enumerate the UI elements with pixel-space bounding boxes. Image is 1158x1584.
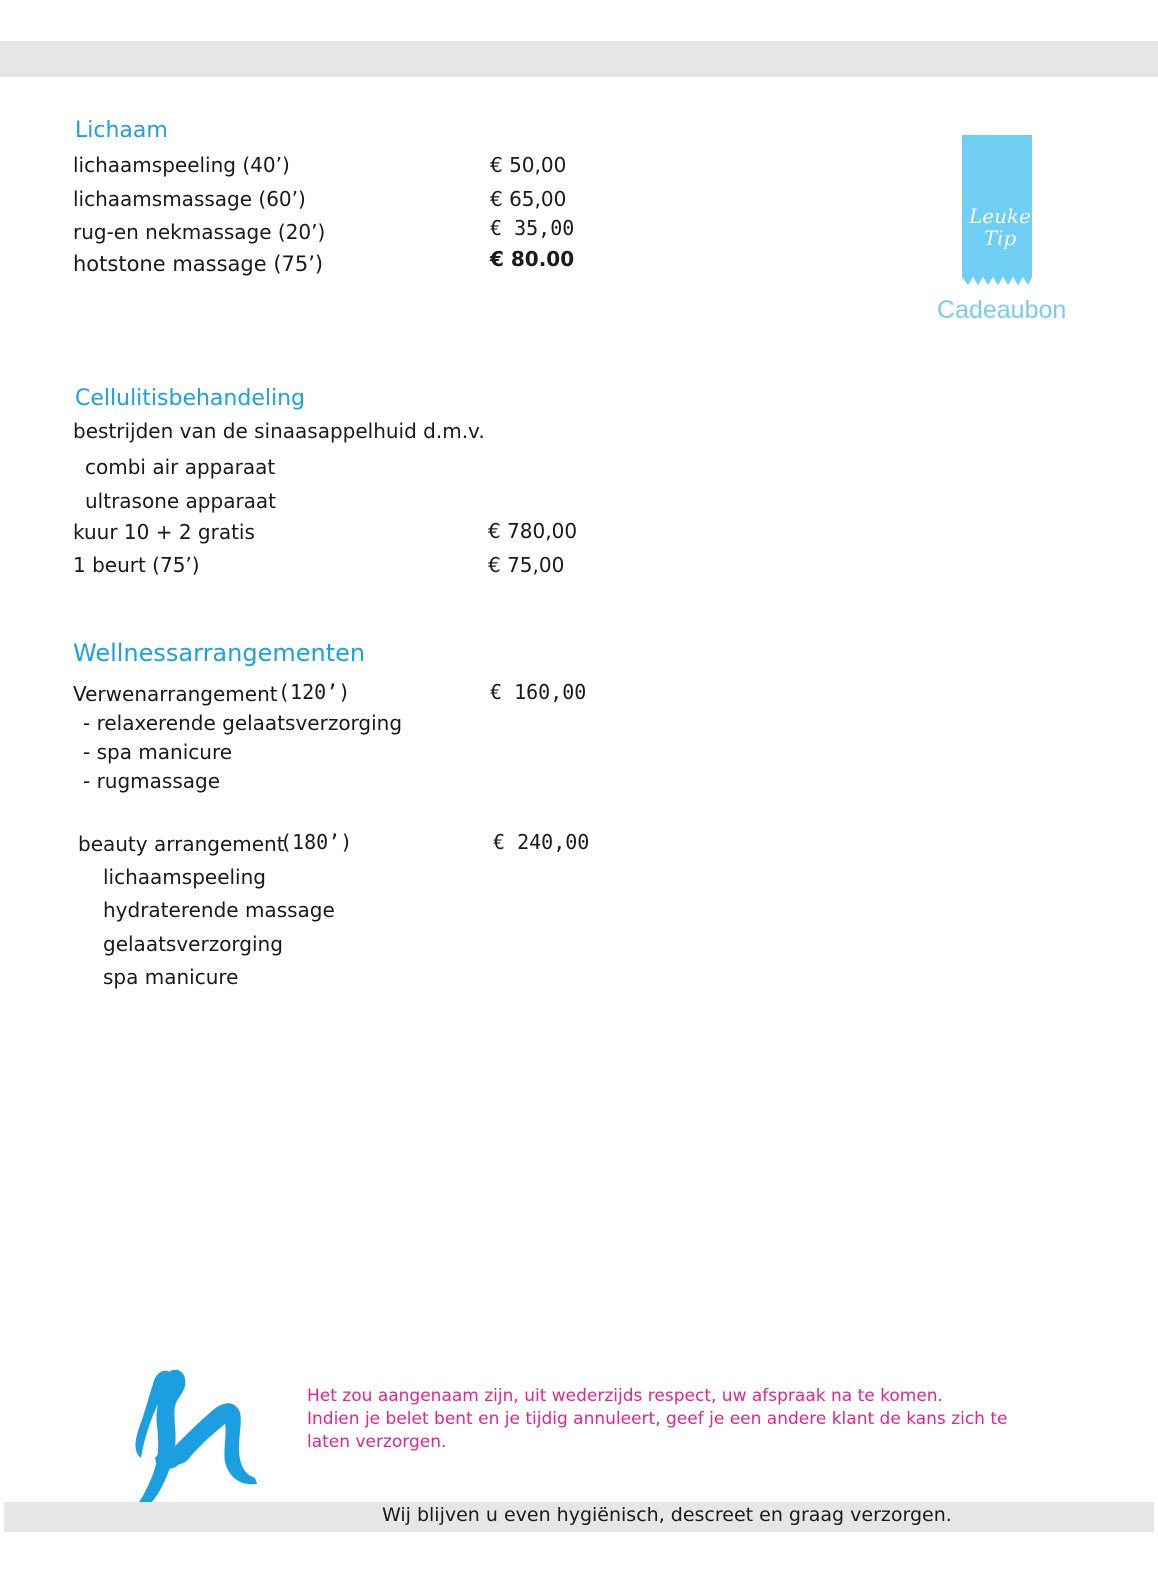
service-name: kuur 10 + 2 gratis bbox=[73, 520, 255, 544]
service-price: € 780,00 bbox=[488, 519, 578, 543]
package-part: hydraterende massage bbox=[103, 898, 335, 922]
package-part: spa manicure bbox=[103, 965, 239, 989]
top-bar bbox=[0, 41, 1158, 77]
section-title-lichaam: Lichaam bbox=[75, 118, 168, 143]
service-name: 1 beurt (75’) bbox=[73, 553, 200, 577]
service-name: hotstone massage (75’) bbox=[73, 252, 324, 276]
cellulitis-method: ultrasone apparaat bbox=[85, 489, 277, 513]
cancellation-notice bbox=[307, 1385, 1008, 1454]
package-name: beauty arrangement bbox=[78, 832, 285, 856]
figure-icon bbox=[115, 1362, 275, 1522]
service-name: lichaamspeeling (40’) bbox=[73, 153, 290, 177]
cellulitis-intro: bestrijden van de sinaasappelhuid d.m.v. bbox=[73, 419, 485, 443]
service-name: rug-en nekmassage (20’) bbox=[73, 220, 326, 244]
package-duration: (180’) bbox=[280, 830, 353, 854]
ribbon-line-1: Leuke bbox=[969, 204, 1031, 228]
service-name: lichaamsmassage (60’) bbox=[73, 187, 306, 211]
package-part: - rugmassage bbox=[83, 769, 221, 793]
package-part: - relaxerende gelaatsverzorging bbox=[83, 711, 403, 735]
cellulitis-method: combi air apparaat bbox=[85, 455, 276, 479]
notice-line: Het zou aangenaam zijn, uit wederzijds respect, uw afspraak na te komen. bbox=[307, 1386, 943, 1406]
package-duration: (120’) bbox=[278, 680, 351, 704]
ribbon-line-2: Tip bbox=[983, 226, 1017, 250]
package-part: gelaatsverzorging bbox=[103, 932, 283, 956]
cadeaubon-label: Cadeaubon bbox=[937, 296, 1067, 324]
service-price: € 75,00 bbox=[488, 553, 565, 577]
notice-line: Indien je belet bent en je tijdig annuleert, geef je een andere klant de kans zich te bbox=[307, 1409, 1008, 1429]
section-title-wellness: Wellnessarrangementen bbox=[73, 639, 366, 667]
package-price: € 160,00 bbox=[490, 680, 587, 704]
package-price: € 240,00 bbox=[493, 830, 590, 854]
notice-line: laten verzorgen. bbox=[307, 1432, 447, 1452]
section-title-cellulitis: Cellulitisbehandeling bbox=[75, 386, 305, 411]
ribbon-text bbox=[960, 205, 1040, 249]
leuke-tip-ribbon bbox=[960, 135, 1040, 290]
footer-text: Wij blijven u even hygiënisch, descreet en graag verzorgen. bbox=[382, 1504, 952, 1526]
service-price: € 80.00 bbox=[490, 247, 575, 271]
package-name: Verwenarrangement bbox=[73, 682, 278, 706]
package-part: lichaamspeeling bbox=[103, 865, 266, 889]
package-part: - spa manicure bbox=[83, 740, 233, 764]
service-price: € 35,00 bbox=[490, 216, 575, 240]
service-price: € 65,00 bbox=[490, 187, 567, 211]
service-price: € 50,00 bbox=[490, 153, 567, 177]
